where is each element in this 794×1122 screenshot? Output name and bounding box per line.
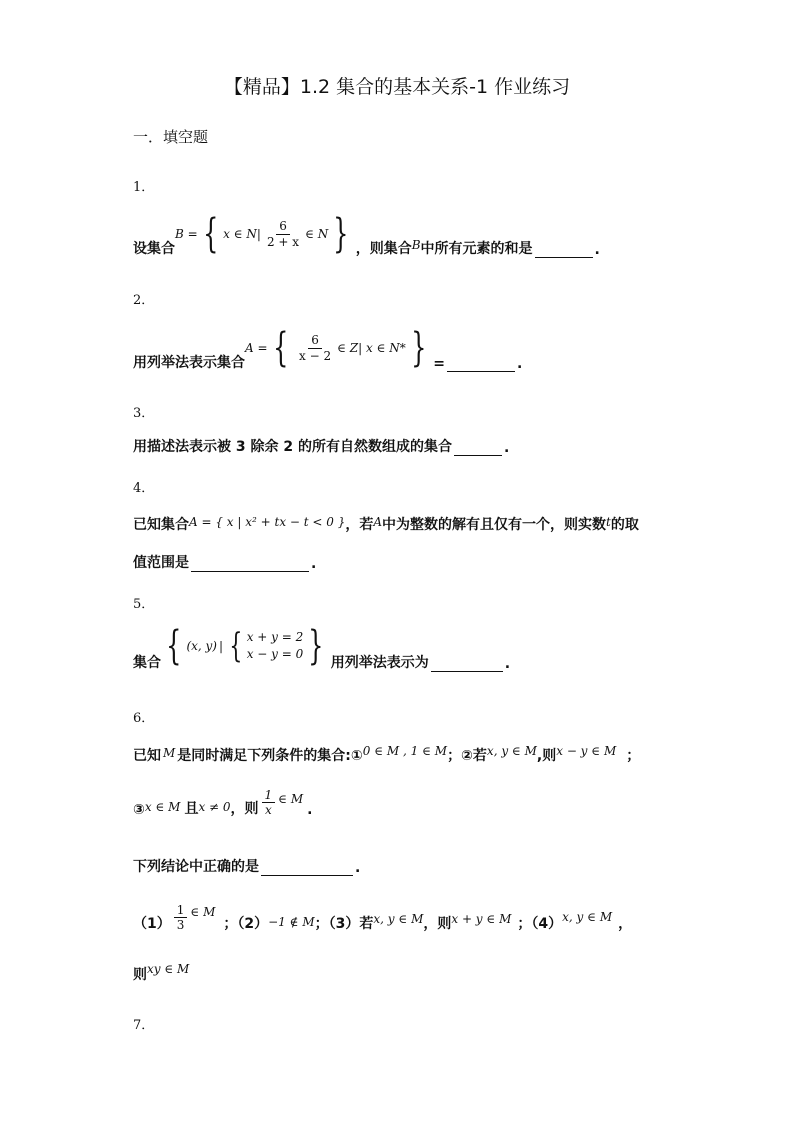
question-4-number: 4． xyxy=(133,481,155,496)
answer-blank-6[interactable] xyxy=(261,862,353,876)
q2-set-expression: A = { $\frac{6}{x - 2}$ ∈ Z| x ∈ N* } xyxy=(245,325,427,371)
question-1: 设集合 B = { x ∈ N| $\frac{6}{2 + x}$ ∈ N } ，则集合 B 中所有元素的和是 . xyxy=(133,211,600,258)
q1-set-expression: B = { x ∈ N| $\frac{6}{2 + x}$ ∈ N } xyxy=(175,211,349,257)
question-6-options: （1） $\frac{1}{3}$ ∈ M ；（2） −1 ∉ M ；（3）若 x, y ∈ M ，则 x + y ∈ M ；（4） x, y ∈ M ， xyxy=(133,903,633,933)
q1-prefix: 设集合 xyxy=(133,241,175,257)
q2-fraction: $\frac{6}{x - 2}$ xyxy=(299,333,332,363)
q6-fraction: $\frac{1}{x}$ xyxy=(262,788,276,818)
q6-option-1-fraction: $\frac{1}{3}$ xyxy=(174,903,188,933)
question-6-prompt: 下列结论中正确的是 . xyxy=(133,859,361,876)
q1-fraction: $\frac{6}{2 + x}$ xyxy=(266,219,300,249)
question-5-number: 5． xyxy=(133,597,155,612)
answer-blank-5[interactable] xyxy=(431,658,503,672)
q4-set-expression: A = { x | x² + tx − t < 0 } xyxy=(189,515,346,529)
answer-blank-1[interactable] xyxy=(535,244,593,258)
question-5: 集合 { (x, y) | { x + y = 2 x − y = 0 } 用列举法表示为 . xyxy=(133,623,511,672)
question-6-line-2: ③ x ∈ M 且 x ≠ 0 ，则 $\frac{1}{x}$ ∈ M . xyxy=(133,788,313,818)
question-3-number: 3． xyxy=(133,406,155,421)
question-4-line-2: 值范围是 . xyxy=(133,555,317,572)
question-3: 用描述法表示被 3 除余 2 的所有自然数组成的集合 . xyxy=(133,439,510,456)
answer-blank-2[interactable] xyxy=(447,358,515,372)
question-4-line-1: 已知集合 A = { x | x² + tx − t < 0 } ，若 A 中为整数的解有且仅有一个，则实数 t 的取 xyxy=(133,515,639,533)
question-7-number: 7． xyxy=(133,1018,155,1033)
question-6-number: 6． xyxy=(133,711,155,726)
answer-blank-4[interactable] xyxy=(191,558,309,572)
question-6-line-5: 则 xy ∈ M xyxy=(133,962,190,983)
answer-blank-3[interactable] xyxy=(454,442,502,456)
page-title: 【精品】1.2 集合的基本关系-1 作业练习 xyxy=(223,76,571,98)
question-6-line-1: 已知 M 是同时满足下列条件的集合:① 0 ∈ M , 1 ∈ M ；②若 x, y ∈ M ,则 x − y ∈ M ； xyxy=(133,744,641,764)
question-2: 用列举法表示集合 A = { $\frac{6}{x - 2}$ ∈ Z| x ∈ N* } = . xyxy=(133,325,523,372)
question-2-number: 2． xyxy=(133,293,155,308)
section-heading: 一．填空题 xyxy=(133,128,209,146)
question-1-number: 1． xyxy=(133,180,155,195)
q5-set-expression: { (x, y) | { x + y = 2 x − y = 0 } xyxy=(166,623,324,669)
